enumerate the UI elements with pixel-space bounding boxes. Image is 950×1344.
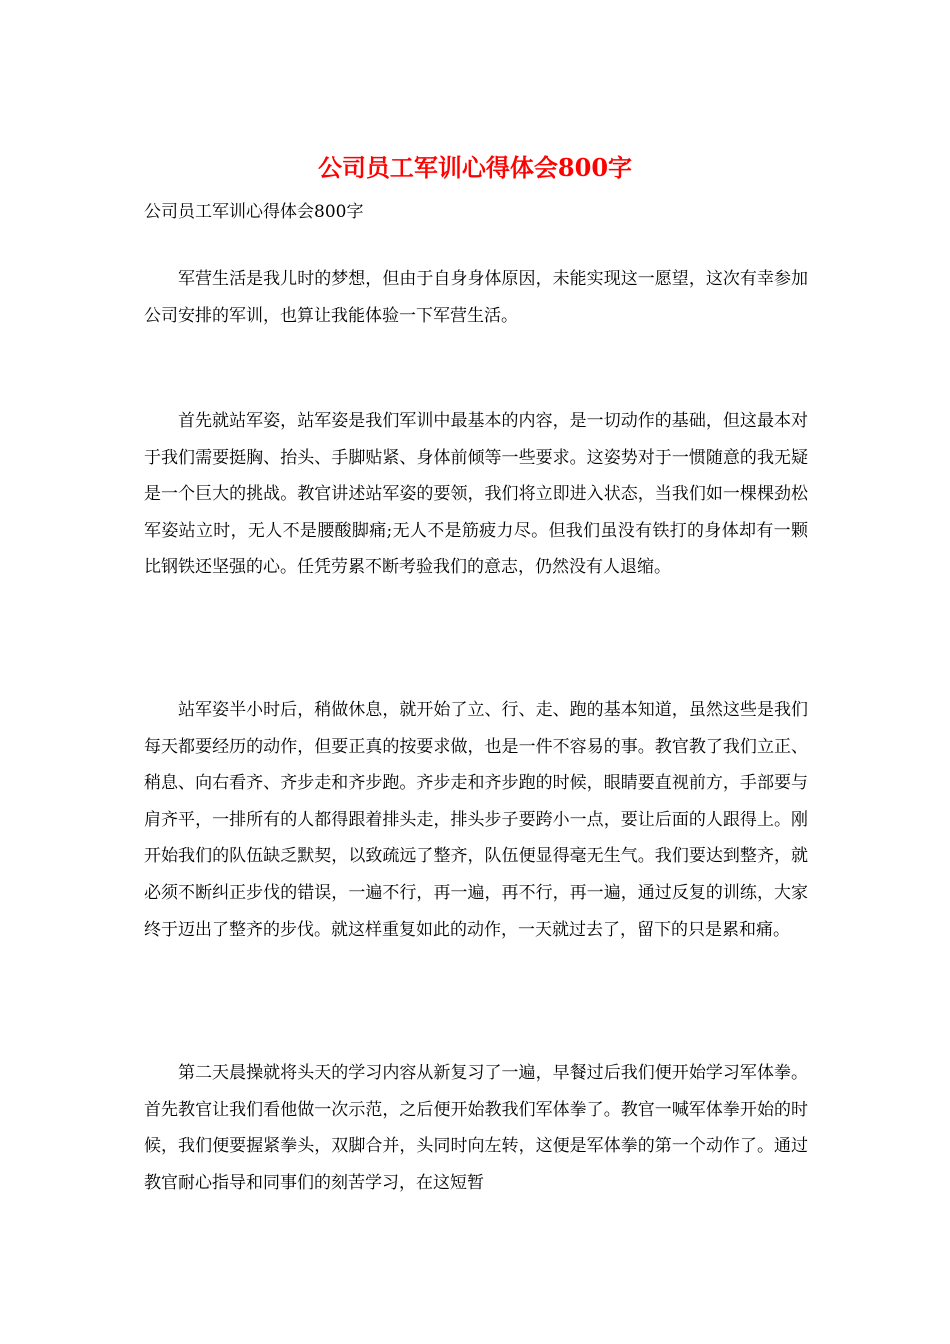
body-paragraph-3: 站军姿半小时后，稍做休息，就开始了立、行、走、跑的基本知道，虽然这些是我们每天都要经历的动作，但要正真的按要求做，也是一件不容易的事。教官教了我们立正、稍息、向右看齐、齐步走和齐步跑。齐步走和齐步跑的时候，眼睛要直视前方，手部要与肩齐平，一排所有的人都得跟着排头走，排头步子要跨小一点，要让后面的人跟得上。刚开始我们的队伍缺乏默契，以致疏远了整齐，队伍便显得毫无生气。我们要达到整齐，就必须不断纠正步伐的错误，一遍不行，再一遍，再不行，再一遍，通过反复的训练，大家终于迈出了整齐的步伐。就这样重复如此的动作，一天就过去了，留下的只是累和痛。: [144, 700, 808, 940]
body-paragraph-1: 军营生活是我儿时的梦想，但由于自身身体原因，未能实现这一愿望，这次有幸参加公司安排的军训，也算让我能体验一下军营生活。: [144, 269, 808, 326]
document-subtitle: 公司员工军训心得体会800字: [144, 202, 364, 222]
body-paragraph-2: 首先就站军姿，站军姿是我们军训中最基本的内容，是一切动作的基础，但这最本对于我们需要挺胸、抬头、手脚贴紧、身体前倾等一些要求。这姿势对于一惯随意的我无疑是一个巨大的挑战。教官讲述站军姿的要领，我们将立即进入状态，当我们如一棵棵劲松军姿站立时，无人不是腰酸脚痛;无人不是筋疲力尽。但我们虽没有铁打的身体却有一颗比钢铁还坚强的心。任凭劳累不断考验我们的意志，仍然没有人退缩。: [144, 411, 808, 578]
document-title: 公司员工军训心得体会800字: [317, 153, 633, 182]
body-paragraph-4: 第二天晨操就将头天的学习内容从新复习了一遍，早餐过后我们便开始学习军体拳。首先教官让我们看他做一次示范，之后便开始教我们军体拳了。教官一喊军体拳开始的时候，我们便要握紧拳头，双脚合并，头同时向左转，这便是军体拳的第一个动作了。通过教官耐心指导和同事们的刻苦学习，在这短暂: [144, 1063, 808, 1193]
